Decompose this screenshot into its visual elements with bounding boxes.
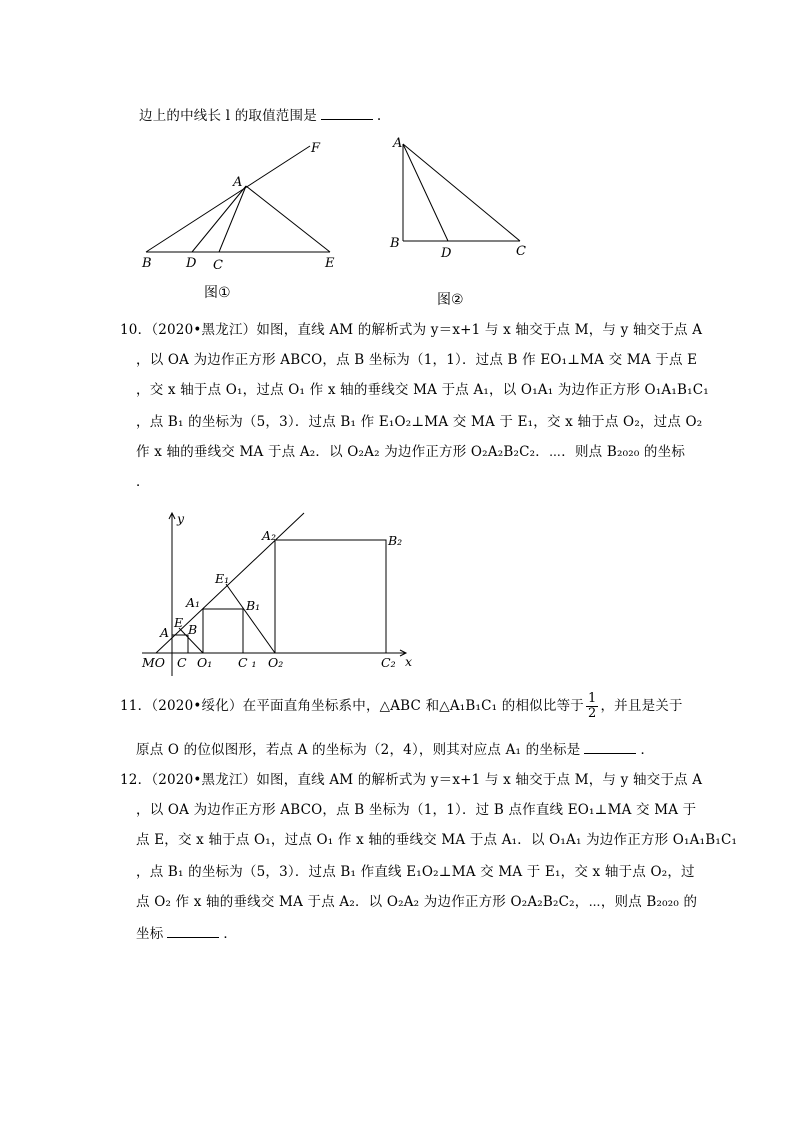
fig3-label-b: B xyxy=(188,622,198,637)
fig2-line-a-c xyxy=(403,144,520,241)
q12-line-5: 点 O₂ 作 x 轴的垂线交 MA 于点 A₂．以 O₂A₂ 为边作正方形 O₂A₂B₂C₂，⋯，则点 B₂₀₂₀ 的 xyxy=(136,894,698,910)
fig3-label-y: y xyxy=(177,511,185,526)
fig2-caption: 图② xyxy=(437,292,464,308)
fig1-label-d: D xyxy=(186,256,197,271)
q11-line-2-text: 原点 O 的位似图形，若点 A 的坐标为（2，4），则其对应点 A₁ 的坐标是 xyxy=(136,742,581,758)
fig3-label-e1: E₁ xyxy=(215,571,230,586)
fig2-label-a: A xyxy=(393,136,403,151)
fig2-label-d: D xyxy=(441,246,452,261)
fig1-caption: 图① xyxy=(204,285,231,301)
fig2-label-c: C xyxy=(516,244,526,259)
fig3-square-1 xyxy=(203,609,243,653)
q10-line-4: ，点 B₁ 的坐标为（5，3）．过点 B₁ 作 E₁O₂⊥MA 交 MA 于 E₁，交 x 轴于点 O₂，过点 O₂ xyxy=(136,414,703,430)
fig1-line-a-d xyxy=(192,186,246,252)
fraction-denominator: 2 xyxy=(587,706,597,721)
fig3-label-a: A xyxy=(160,625,170,640)
fig1-label-b: B xyxy=(142,256,152,271)
fig1-line-a-e xyxy=(246,186,330,252)
fig3-line-e1-o2 xyxy=(226,584,275,653)
fig2-label-b: B xyxy=(390,236,400,251)
fig3-label-o2: O₂ xyxy=(268,655,284,670)
fig3-label-a1: A₁ xyxy=(186,595,201,610)
q10-line-6: ． xyxy=(136,474,150,490)
fraction-one-half xyxy=(586,692,598,721)
fig3-line-ma xyxy=(156,513,304,653)
fig3-label-e: E xyxy=(174,615,184,630)
q12-line-2: ，以 OA 为边作正方形 ABCO，点 B 坐标为（1，1）．过 B 点作直线 EO₁⊥MA 交 MA 于 xyxy=(136,802,697,818)
fig3-label-b1: B₁ xyxy=(246,598,261,613)
fig3-square-abco xyxy=(172,635,188,653)
q10-line-1: 10．（2020•黑龙江）如图，直线 AM 的解析式为 y＝x+1 与 x 轴交于点 M，与 y 轴交于点 A xyxy=(120,322,703,338)
fig1-line-b-f xyxy=(146,146,310,252)
fig1-label-c: C xyxy=(213,258,223,273)
fig3-square-2 xyxy=(275,540,386,653)
q10-line-3: ，交 x 轴于点 O₁，过点 O₁ 作 x 轴的垂线交 MA 于点 A₁，以 O₁A₁ 为边作正方形 O₁A₁B₁C₁ xyxy=(136,382,709,398)
answer-blank xyxy=(167,925,219,938)
q11-line-1b: ，并且是关于 xyxy=(600,698,683,714)
q12-line-6-text: 坐标 xyxy=(136,926,164,942)
fraction-numerator: 1 xyxy=(587,691,597,706)
q11-line-1a: 11．（2020•绥化）在平面直角坐标系中，△ABC 和△A₁B₁C₁ 的相似比等于 xyxy=(120,698,584,714)
q12-line-4: ，点 B₁ 的坐标为（5，3）．过点 B₁ 作直线 E₁O₂⊥MA 交 MA 于 E₁，交 x 轴于点 O₂，过 xyxy=(136,864,695,880)
q12-line-6: 坐标 ． xyxy=(136,926,238,942)
fig3-label-x: x xyxy=(405,654,413,669)
q11-line-2: 原点 O 的位似图形，若点 A 的坐标为（2，4），则其对应点 A₁ 的坐标是 ． xyxy=(136,742,655,758)
q9-text: 边上的中线长 l 的取值范围是 xyxy=(139,108,317,124)
fig3-label-c1: C ₁ xyxy=(238,655,257,670)
fig1-label-a: A xyxy=(233,175,243,190)
fig3-label-mo: MO xyxy=(142,655,166,670)
question-9-tail: 边上的中线长 l 的取值范围是 . xyxy=(139,108,382,124)
fig1-label-f: F xyxy=(311,141,321,156)
q12-line-3: 点 E，交 x 轴于点 O₁，过点 O₁ 作 x 轴的垂线交 MA 于点 A₁．以 O₁A₁ 为边作正方形 O₁A₁B₁C₁ xyxy=(136,832,738,848)
q10-line-5: 作 x 轴的垂线交 MA 于点 A₂．以 O₂A₂ 为边作正方形 O₂A₂B₂C₂．⋯．则点 B₂₀₂₀ 的坐标 xyxy=(136,444,686,460)
fig1-label-e: E xyxy=(325,256,335,271)
fig2-line-a-d xyxy=(403,144,448,241)
q12-line-1: 12．（2020•黑龙江）如图，直线 AM 的解析式为 y＝x+1 与 x 轴交于点 M，与 y 轴交于点 A xyxy=(120,772,703,788)
fig3-label-a2: A₂ xyxy=(262,528,277,543)
q11-line-1 xyxy=(120,692,683,721)
answer-blank xyxy=(584,741,636,754)
fig3-label-c2: C₂ xyxy=(381,655,396,670)
fig3-label-c: C xyxy=(177,655,187,670)
q10-line-2: ，以 OA 为边作正方形 ABCO，点 B 坐标为（1，1）．过点 B 作 EO₁⊥MA 交 MA 于点 E xyxy=(136,352,698,368)
fig3-label-b2: B₂ xyxy=(388,533,403,548)
fig3-label-o1: O₁ xyxy=(197,655,213,670)
